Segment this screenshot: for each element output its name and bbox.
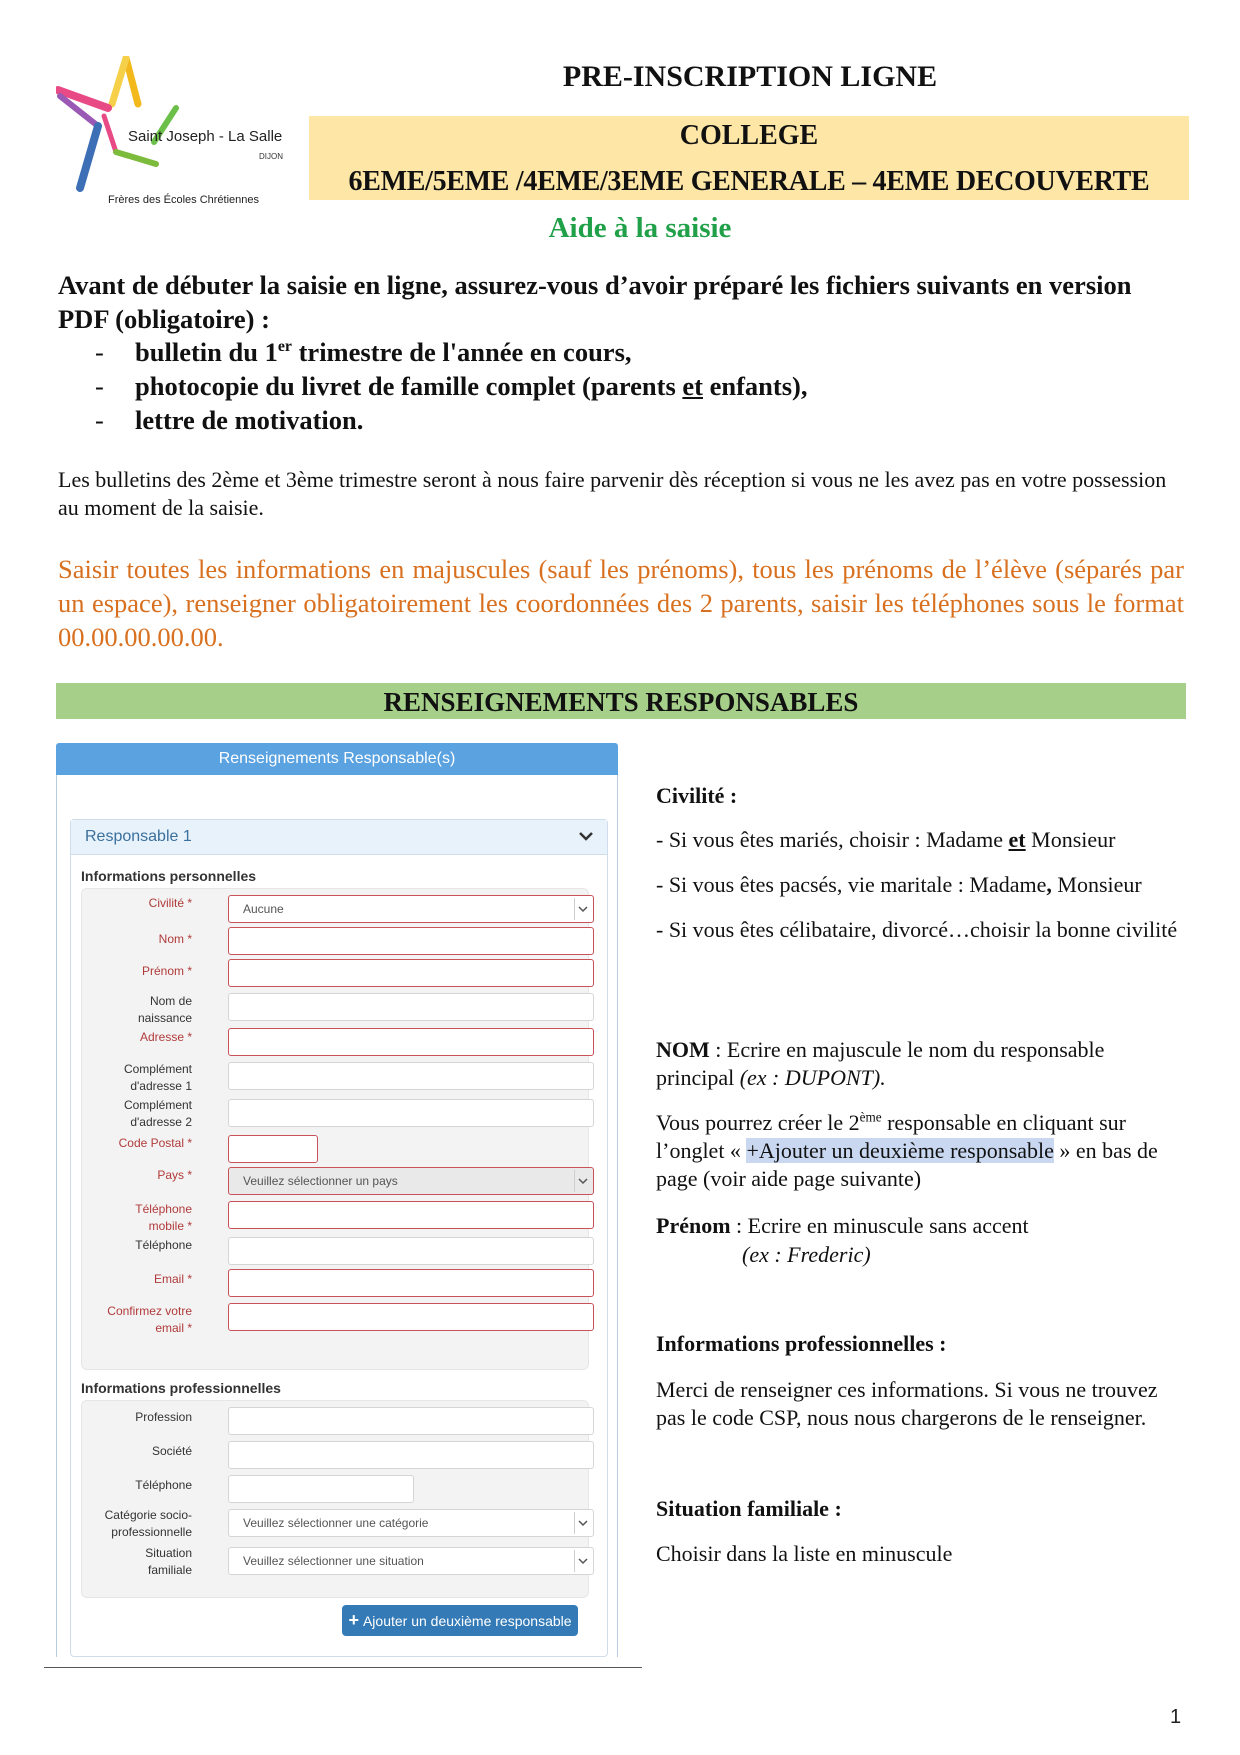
pays-select[interactable] [228,1167,594,1195]
nom-label: Nom * [158,932,192,946]
situation-help-title: Situation familiale : [656,1496,842,1521]
adresse-label: Adresse * [139,1030,192,1044]
required-files-list [95,335,1095,437]
civilite-label: Civilité * [148,896,192,910]
civilite-single: - Si vous êtes célibataire, divorcé…choisir la bonne civilité [656,917,1178,942]
school-name: Saint Joseph - La Salle [128,128,283,145]
classes-title: 6EME/5EME /4EME/3EME GENERALE – 4EME DECOUVERTE [348,166,1150,197]
tel-pro-label: Téléphone [135,1478,192,1492]
pro-help-text: Merci de renseigner ces informations. Si vous ne trouvez pas le code CSP, nous nous chargerons de le renseigner. [656,1377,1158,1430]
situation-label: Situation familiale [145,1546,192,1577]
personal-group [81,888,589,1370]
prenom-help: Prénom : Ecrire en minuscule sans accent [656,1213,1029,1238]
panel-header[interactable] [71,820,607,855]
civilite-select[interactable] [228,895,594,923]
societe-label: Société [151,1444,192,1458]
nom-input[interactable] [228,927,594,955]
level-title: COLLEGE [679,120,819,151]
confirm-email-label: Confirmez votre email * [107,1304,192,1335]
level-box [309,116,1189,200]
civilite-married: - Si vous êtes mariés, choisir : Madame et Monsieur [656,827,1116,852]
pays-placeholder: Veuillez sélectionner un pays [243,1174,398,1188]
help-title: Aide à la saisie [548,212,732,244]
list-item: - lettre de motivation. [95,403,1095,437]
bulletins-note: Les bulletins des 2ème et 3ème trimestre seront à nous faire parvenir dès réception si vous ne les avez pas en votre possession au moment de la saisie. [58,467,1167,520]
plus-icon: + [348,1610,359,1630]
school-logo [56,56,296,216]
complement1-input[interactable] [228,1062,594,1090]
csp-select[interactable] [228,1509,594,1537]
societe-input[interactable] [228,1441,594,1469]
adresse-input[interactable] [228,1028,594,1056]
chevron-down-icon [574,898,591,920]
prenom-label: Prénom * [141,964,192,978]
civilite-title: Civilité : [656,783,738,808]
nom-help: NOM : Ecrire en majuscule le nom du responsable principal (ex : DUPONT). [656,1037,1105,1090]
csp-label: Catégorie socio- professionnelle [104,1508,192,1539]
panel-title: Responsable 1 [85,828,192,845]
chevron-down-icon [574,1170,591,1192]
email-label: Email * [153,1272,192,1286]
professional-group [81,1400,589,1598]
complement2-input[interactable] [228,1099,594,1127]
responsable-panel [70,819,608,1657]
intro-text: Avant de débuter la saisie en ligne, assurez-vous d’avoir préparé les fichiers suivants en version PDF (obligatoire) : [58,270,1132,334]
csp-placeholder: Veuillez sélectionner une catégorie [243,1516,429,1530]
page-title: PRE-INSCRIPTION LIGNE [562,60,938,93]
complement1-label: Complément d'adresse 1 [123,1062,192,1093]
section-title-personal: Informations personnelles [81,868,257,884]
page-number: 1 [1170,1706,1182,1728]
add-second-responsable-button[interactable]: + Ajouter un deuxième responsable [342,1605,578,1636]
list-item: - bulletin du 1er trimestre de l'année en cours, [95,335,1095,369]
prenom-example: (ex : Frederic) [742,1242,871,1267]
telephone-input[interactable] [228,1237,594,1265]
situation-placeholder: Veuillez sélectionner une situation [243,1554,424,1568]
form-screenshot [56,743,618,1667]
prenom-input[interactable] [228,959,594,987]
form-header: Renseignements Responsable(s) [56,743,618,775]
tel-pro-input[interactable] [228,1475,414,1503]
civilite-value: Aucune [243,902,284,916]
tel-mobile-input[interactable] [228,1201,594,1229]
complement2-label: Complément d'adresse 2 [123,1098,192,1129]
school-city: DIJON [259,152,283,161]
section-banner: RENSEIGNEMENTS RESPONSABLES [56,683,1186,719]
situation-help-text: Choisir dans la liste en minuscule [656,1541,953,1566]
form-frame [56,775,618,1657]
code-postal-label: Code Postal * [118,1136,192,1150]
code-postal-input[interactable] [228,1135,318,1163]
chevron-down-icon [574,1512,591,1534]
email-input[interactable] [228,1269,594,1297]
situation-select[interactable] [228,1547,594,1575]
chevron-down-icon[interactable] [579,830,593,842]
school-order: Frères des Écoles Chrétiennes [108,194,260,206]
profession-input[interactable] [228,1407,594,1435]
civilite-pacs: - Si vous êtes pacsés, vie maritale : Madame, Monsieur [656,872,1142,897]
nom-naissance-label: Nom de naissance [137,994,192,1025]
pays-label: Pays * [157,1168,192,1182]
list-item: - photocopie du livret de famille complet (parents et enfants), [95,369,1095,403]
second-responsable-help: Vous pourrez créer le 2ème responsable en cliquant sur l’onglet « +Ajouter un deuxième responsable » en bas de page (voir aide page suivante) [656,1109,1158,1191]
input-instructions: Saisir toutes les informations en majuscules (sauf les prénoms), tous les prénoms de l’élève (séparés par un espace), renseigner obligatoirement les coordonnées des 2 parents, saisir les téléphones sous le format 00.00.00.00.00. [58,554,1184,652]
telephone-label: Téléphone [135,1238,192,1252]
profession-label: Profession [135,1410,192,1424]
chevron-down-icon [574,1550,591,1572]
tel-mobile-label: Téléphone mobile * [135,1202,192,1233]
divider [44,1667,642,1668]
pro-help-title: Informations professionnelles : [656,1331,947,1356]
nom-naissance-input[interactable] [228,993,594,1021]
section-title-professional: Informations professionnelles [81,1380,281,1396]
confirm-email-input[interactable] [228,1303,594,1331]
